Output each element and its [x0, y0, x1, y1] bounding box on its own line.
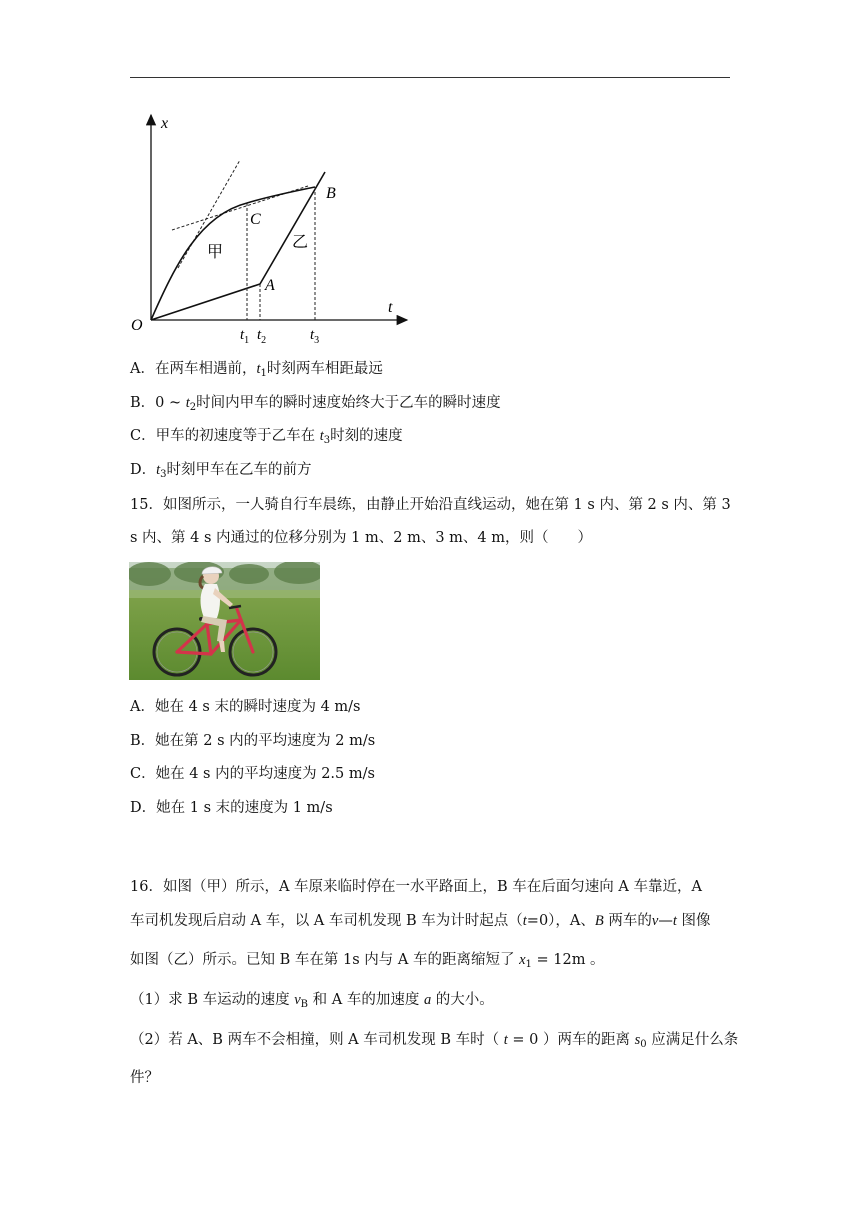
label-jia: 甲: [207, 244, 224, 261]
q16-stem-line1: 16．如图（甲）所示，A 车原来临时停在一水平路面上，B 车在后面匀速向 A 车靠近，A: [130, 879, 702, 895]
label-B: B: [326, 185, 336, 202]
label-C: C: [250, 211, 261, 228]
q14-option-a: A．在两车相遇前，$t_1$时刻两车相距最远: [130, 361, 383, 379]
q14-option-d: D．$t_3$时刻甲车在乙车的前方: [130, 462, 312, 480]
curve-jia: [151, 187, 315, 320]
q15-option-a: A．她在 4 s 末的瞬时速度为 4 m/s: [130, 699, 361, 715]
q15-option-c: C．她在 4 s 内的平均速度为 2.5 m/s: [130, 766, 375, 782]
header-rule: [130, 77, 730, 78]
q16-stem-line3: 如图（乙）所示。已知 B 车在第 1s 内与 A 车的距离缩短了 $x_1 = 12m$ 。: [130, 952, 605, 970]
q16-sub2-cont: 件？: [130, 1070, 159, 1086]
tick-t3: $t_3$: [310, 327, 320, 346]
label-x: x: [161, 115, 169, 132]
q15-stem-line1: 15．如图所示，一人骑自行车晨练，由静止开始沿直线运动，她在第 1 s 内、第 2 s 内、第 3: [130, 497, 731, 513]
label-A: A: [265, 277, 275, 294]
q14-option-c: C．甲车的初速度等于乙车在 $t_3$时刻的速度: [130, 428, 403, 446]
label-t: t: [388, 299, 393, 316]
q15-stem-line2: s 内、第 4 s 内通过的位移分别为 1 m、2 m、3 m、4 m，则（ ）: [130, 530, 592, 546]
q16-stem-line2: 车司机发现后启动 A 车，以 A 车司机发现 B 车为计时起点（t=0），A、B 两车的v—t 图像: [130, 913, 711, 929]
label-origin: O: [131, 317, 143, 334]
tick-t1: $t_1$: [240, 327, 250, 346]
label-yi: 乙: [292, 234, 309, 251]
q16-sub1: （1）求 B 车运动的速度 $v_B$ 和 A 车的加速度 a 的大小。: [130, 992, 494, 1010]
q16-sub2: （2）若 A、B 两车不会相撞，则 A 车司机发现 B 车时（ t = 0 ）两车的距离 $s_0$ 应满足什么条: [130, 1032, 739, 1050]
x-t-graph: [120, 105, 420, 350]
cyclist-photo: [129, 562, 320, 680]
tick-t2: $t_2$: [257, 327, 267, 346]
q15-option-b: B．她在第 2 s 内的平均速度为 2 m/s: [130, 733, 376, 749]
q14-option-b: B．0 ~ $t_2$时间内甲车的瞬时速度始终大于乙车的瞬时速度: [130, 395, 501, 413]
q15-option-d: D．她在 1 s 末的速度为 1 m/s: [130, 800, 333, 816]
